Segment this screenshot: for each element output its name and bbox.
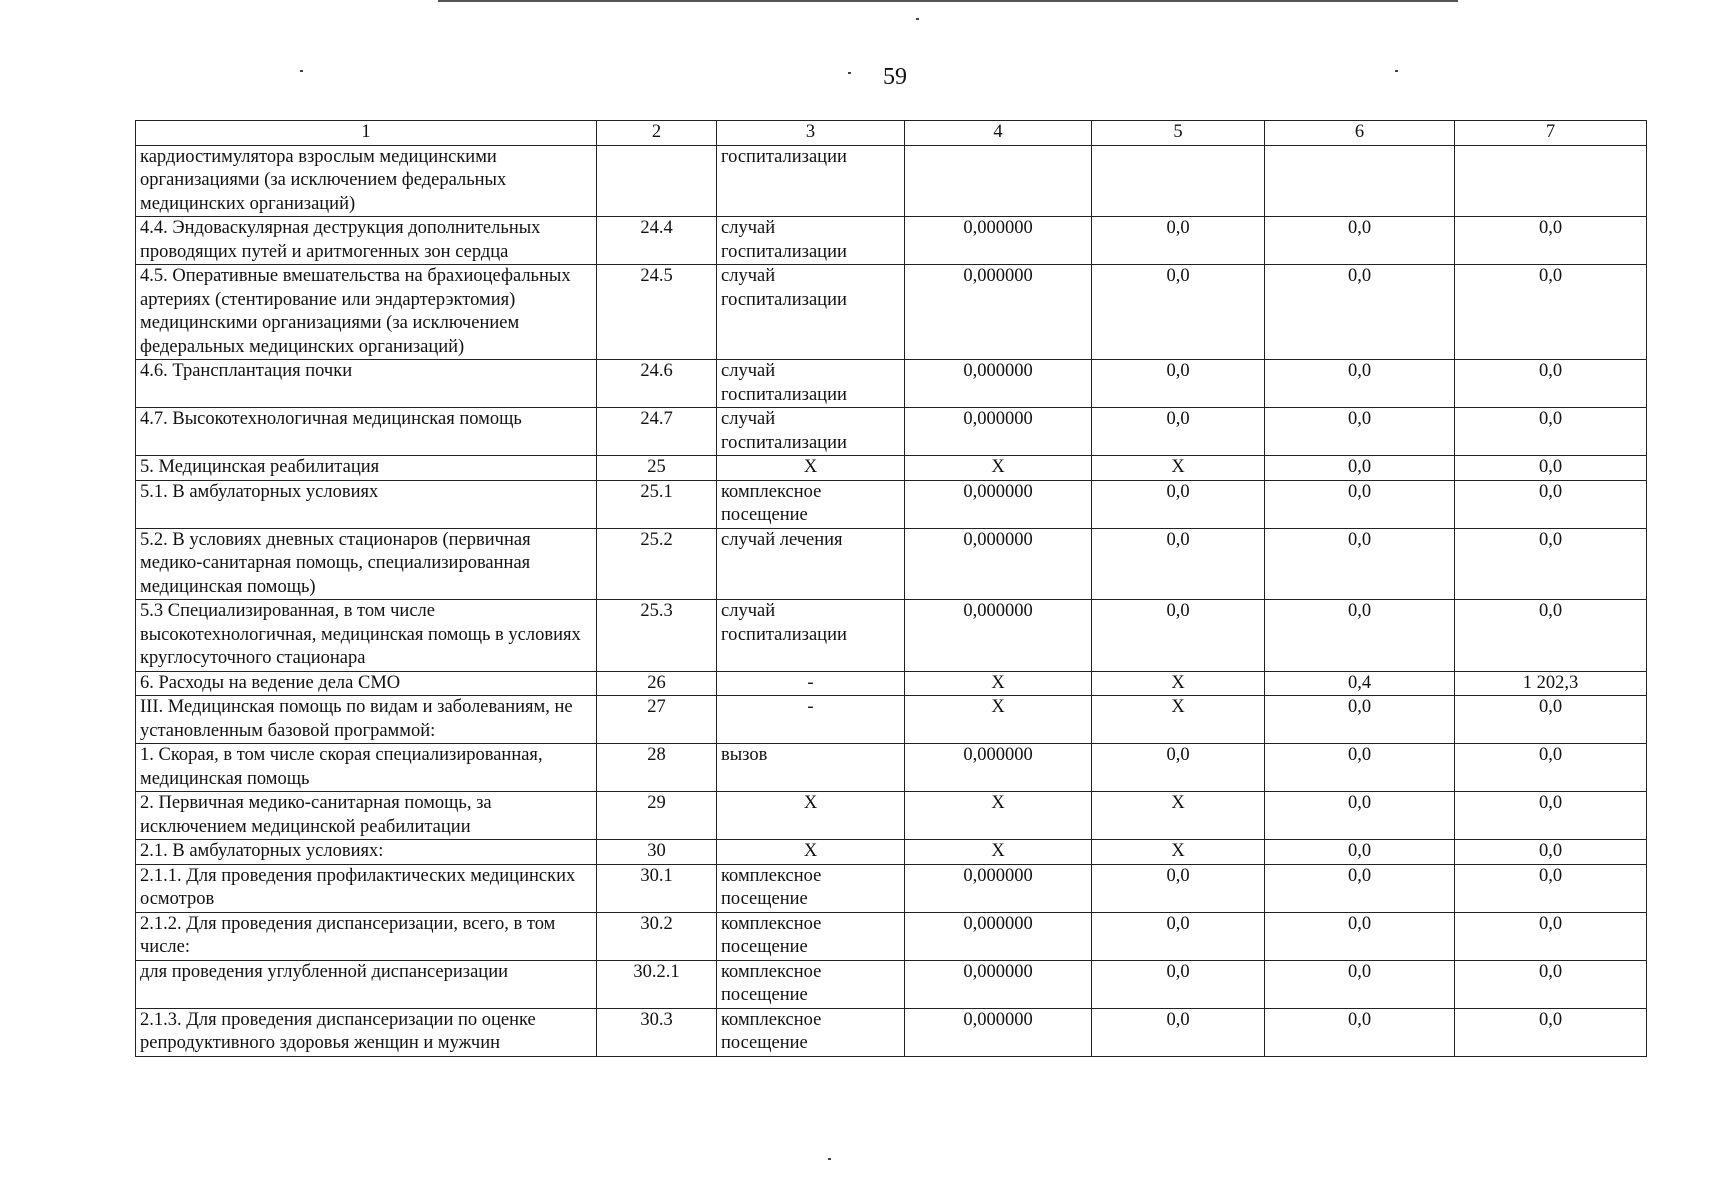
- cell-unit: Х: [717, 840, 905, 865]
- cell-value-7: 0,0: [1455, 840, 1647, 865]
- cell-unit: случай госпитализации: [717, 265, 905, 360]
- cell-value-7: 0,0: [1455, 696, 1647, 744]
- cell-value-6: 0,0: [1265, 864, 1455, 912]
- cell-name: 4.5. Оперативные вмешательства на брахиоцефальных артериях (стентирование или эндартерэктомия) медицинскими организациями (за исключением федеральных медицинских организаций): [136, 265, 597, 360]
- table-row: [136, 528, 1647, 600]
- cell-value-6: 0,0: [1265, 912, 1455, 960]
- cell-name: 2.1.2. Для проведения диспансеризации, всего, в том числе:: [136, 912, 597, 960]
- cell-code: 25.2: [597, 528, 717, 600]
- cell-code: 30.2: [597, 912, 717, 960]
- cell-value-7: 0,0: [1455, 528, 1647, 600]
- table-row: [136, 600, 1647, 672]
- cell-value-7: 0,0: [1455, 600, 1647, 672]
- cell-code: 25.1: [597, 480, 717, 528]
- cell-value-7: 0,0: [1455, 360, 1647, 408]
- cell-name: 4.6. Трансплантация почки: [136, 360, 597, 408]
- scan-speck: [1395, 70, 1398, 72]
- cell-value-4: Х: [905, 671, 1092, 696]
- cell-value-5: Х: [1092, 840, 1265, 865]
- cell-value-6: 0,0: [1265, 840, 1455, 865]
- cell-value-6: 0,0: [1265, 744, 1455, 792]
- cell-code: 30.1: [597, 864, 717, 912]
- cell-value-4: Х: [905, 696, 1092, 744]
- cell-value-7: 0,0: [1455, 792, 1647, 840]
- table-row: [136, 145, 1647, 217]
- cell-value-4: 0,000000: [905, 408, 1092, 456]
- cell-value-4: Х: [905, 456, 1092, 481]
- cell-value-7: 0,0: [1455, 265, 1647, 360]
- cell-value-5: Х: [1092, 456, 1265, 481]
- cell-unit: случай госпитализации: [717, 600, 905, 672]
- cell-value-6: 0,0: [1265, 265, 1455, 360]
- page-number: 59: [883, 64, 907, 90]
- cell-name: 6. Расходы на ведение дела СМО: [136, 671, 597, 696]
- table-row: [136, 696, 1647, 744]
- cell-value-5: [1092, 145, 1265, 217]
- cell-value-4: 0,000000: [905, 912, 1092, 960]
- cell-code: 24.7: [597, 408, 717, 456]
- cell-value-4: 0,000000: [905, 744, 1092, 792]
- table-row: [136, 744, 1647, 792]
- cell-value-5: 0,0: [1092, 408, 1265, 456]
- cell-value-4: 0,000000: [905, 600, 1092, 672]
- column-header-3: 3: [717, 121, 905, 146]
- cell-code: 24.6: [597, 360, 717, 408]
- cell-unit: комплексное посещение: [717, 480, 905, 528]
- cell-code: 24.5: [597, 265, 717, 360]
- cell-value-6: 0,0: [1265, 408, 1455, 456]
- cell-value-7: 0,0: [1455, 217, 1647, 265]
- scan-speck: [916, 18, 919, 20]
- column-header-2: 2: [597, 121, 717, 146]
- cell-unit: вызов: [717, 744, 905, 792]
- table-row: [136, 912, 1647, 960]
- cell-name: 5.1. В амбулаторных условиях: [136, 480, 597, 528]
- cell-value-7: 0,0: [1455, 912, 1647, 960]
- column-header-5: 5: [1092, 121, 1265, 146]
- cell-value-5: 0,0: [1092, 528, 1265, 600]
- cell-value-5: 0,0: [1092, 217, 1265, 265]
- cell-value-4: 0,000000: [905, 265, 1092, 360]
- cell-value-5: 0,0: [1092, 265, 1265, 360]
- table-row: [136, 1008, 1647, 1056]
- cell-value-6: 0,0: [1265, 600, 1455, 672]
- cell-name: 5.2. В условиях дневных стационаров (первичная медико-санитарная помощь, специализированная медицинская помощь): [136, 528, 597, 600]
- cell-name: 2.1.1. Для проведения профилактических медицинских осмотров: [136, 864, 597, 912]
- table-row: [136, 960, 1647, 1008]
- cell-unit: комплексное посещение: [717, 864, 905, 912]
- cell-name: 5.3 Специализированная, в том числе высокотехнологичная, медицинская помощь в условиях круглосуточного стационара: [136, 600, 597, 672]
- cell-unit: госпитализации: [717, 145, 905, 217]
- cell-value-7: 1 202,3: [1455, 671, 1647, 696]
- cell-value-5: Х: [1092, 696, 1265, 744]
- table-row: [136, 360, 1647, 408]
- cell-value-7: 0,0: [1455, 744, 1647, 792]
- cell-unit: Х: [717, 792, 905, 840]
- cell-value-4: [905, 145, 1092, 217]
- cell-value-6: [1265, 145, 1455, 217]
- table-row: [136, 480, 1647, 528]
- cell-code: [597, 145, 717, 217]
- cell-value-5: 0,0: [1092, 912, 1265, 960]
- cell-value-6: 0,0: [1265, 1008, 1455, 1056]
- cell-value-5: 0,0: [1092, 960, 1265, 1008]
- cell-value-4: 0,000000: [905, 528, 1092, 600]
- cell-value-7: 0,0: [1455, 960, 1647, 1008]
- cell-value-6: 0,0: [1265, 528, 1455, 600]
- cell-code: 27: [597, 696, 717, 744]
- cell-value-7: [1455, 145, 1647, 217]
- cell-name: 2.1.3. Для проведения диспансеризации по оценке репродуктивного здоровья женщин и мужчин: [136, 1008, 597, 1056]
- cell-value-6: 0,4: [1265, 671, 1455, 696]
- cell-value-7: 0,0: [1455, 864, 1647, 912]
- cell-value-5: Х: [1092, 671, 1265, 696]
- cell-value-4: Х: [905, 792, 1092, 840]
- cell-name: 2. Первичная медико-санитарная помощь, за исключением медицинской реабилитации: [136, 792, 597, 840]
- table-row: [136, 408, 1647, 456]
- cell-unit: комплексное посещение: [717, 960, 905, 1008]
- cell-value-4: 0,000000: [905, 480, 1092, 528]
- cell-unit: Х: [717, 456, 905, 481]
- table-row: [136, 265, 1647, 360]
- cell-value-7: 0,0: [1455, 408, 1647, 456]
- cell-code: 30.2.1: [597, 960, 717, 1008]
- table-row: [136, 671, 1647, 696]
- cell-name: для проведения углубленной диспансеризации: [136, 960, 597, 1008]
- table-row: [136, 840, 1647, 865]
- cell-value-5: 0,0: [1092, 360, 1265, 408]
- scan-speck: [828, 1158, 831, 1160]
- cell-code: 30: [597, 840, 717, 865]
- cell-value-7: 0,0: [1455, 480, 1647, 528]
- column-header-7: 7: [1455, 121, 1647, 146]
- cell-value-6: 0,0: [1265, 217, 1455, 265]
- cell-code: 26: [597, 671, 717, 696]
- scan-speck: [848, 72, 851, 74]
- cell-value-6: 0,0: [1265, 960, 1455, 1008]
- cell-value-4: 0,000000: [905, 1008, 1092, 1056]
- cell-unit: случай госпитализации: [717, 217, 905, 265]
- cell-name: кардиостимулятора взрослым медицинскими организациями (за исключением федеральных медицинских организаций): [136, 145, 597, 217]
- cell-unit: -: [717, 696, 905, 744]
- cell-value-5: 0,0: [1092, 864, 1265, 912]
- table-row: [136, 456, 1647, 481]
- table-row: [136, 217, 1647, 265]
- cell-value-6: 0,0: [1265, 792, 1455, 840]
- cell-value-4: 0,000000: [905, 217, 1092, 265]
- cell-name: 1. Скорая, в том числе скорая специализированная, медицинская помощь: [136, 744, 597, 792]
- cell-unit: случай госпитализации: [717, 408, 905, 456]
- column-header-1: 1: [136, 121, 597, 146]
- scan-speck: [300, 70, 303, 72]
- data-table: [135, 120, 1647, 1057]
- cell-code: 25.3: [597, 600, 717, 672]
- top-rule: [438, 0, 1458, 2]
- cell-value-6: 0,0: [1265, 696, 1455, 744]
- cell-code: 25: [597, 456, 717, 481]
- cell-name: 2.1. В амбулаторных условиях:: [136, 840, 597, 865]
- column-header-6: 6: [1265, 121, 1455, 146]
- cell-unit: -: [717, 671, 905, 696]
- column-header-4: 4: [905, 121, 1092, 146]
- cell-code: 30.3: [597, 1008, 717, 1056]
- cell-value-5: 0,0: [1092, 1008, 1265, 1056]
- cell-name: 4.4. Эндоваскулярная деструкция дополнительных проводящих путей и аритмогенных зон сердца: [136, 217, 597, 265]
- cell-unit: комплексное посещение: [717, 912, 905, 960]
- cell-value-6: 0,0: [1265, 360, 1455, 408]
- cell-value-7: 0,0: [1455, 456, 1647, 481]
- cell-value-4: 0,000000: [905, 864, 1092, 912]
- cell-code: 29: [597, 792, 717, 840]
- cell-value-4: 0,000000: [905, 960, 1092, 1008]
- cell-name: 4.7. Высокотехнологичная медицинская помощь: [136, 408, 597, 456]
- table-row: [136, 792, 1647, 840]
- cell-unit: комплексное посещение: [717, 1008, 905, 1056]
- cell-code: 24.4: [597, 217, 717, 265]
- cell-name: III. Медицинская помощь по видам и заболеваниям, не установленным базовой программой:: [136, 696, 597, 744]
- cell-value-6: 0,0: [1265, 480, 1455, 528]
- cell-value-4: Х: [905, 840, 1092, 865]
- cell-value-7: 0,0: [1455, 1008, 1647, 1056]
- cell-value-5: 0,0: [1092, 600, 1265, 672]
- cell-name: 5. Медицинская реабилитация: [136, 456, 597, 481]
- cell-value-5: Х: [1092, 792, 1265, 840]
- table-header-row: [136, 121, 1647, 146]
- cell-value-5: 0,0: [1092, 744, 1265, 792]
- table-row: [136, 864, 1647, 912]
- cell-value-5: 0,0: [1092, 480, 1265, 528]
- cell-unit: случай госпитализации: [717, 360, 905, 408]
- cell-unit: случай лечения: [717, 528, 905, 600]
- cell-value-4: 0,000000: [905, 360, 1092, 408]
- cell-code: 28: [597, 744, 717, 792]
- cell-value-6: 0,0: [1265, 456, 1455, 481]
